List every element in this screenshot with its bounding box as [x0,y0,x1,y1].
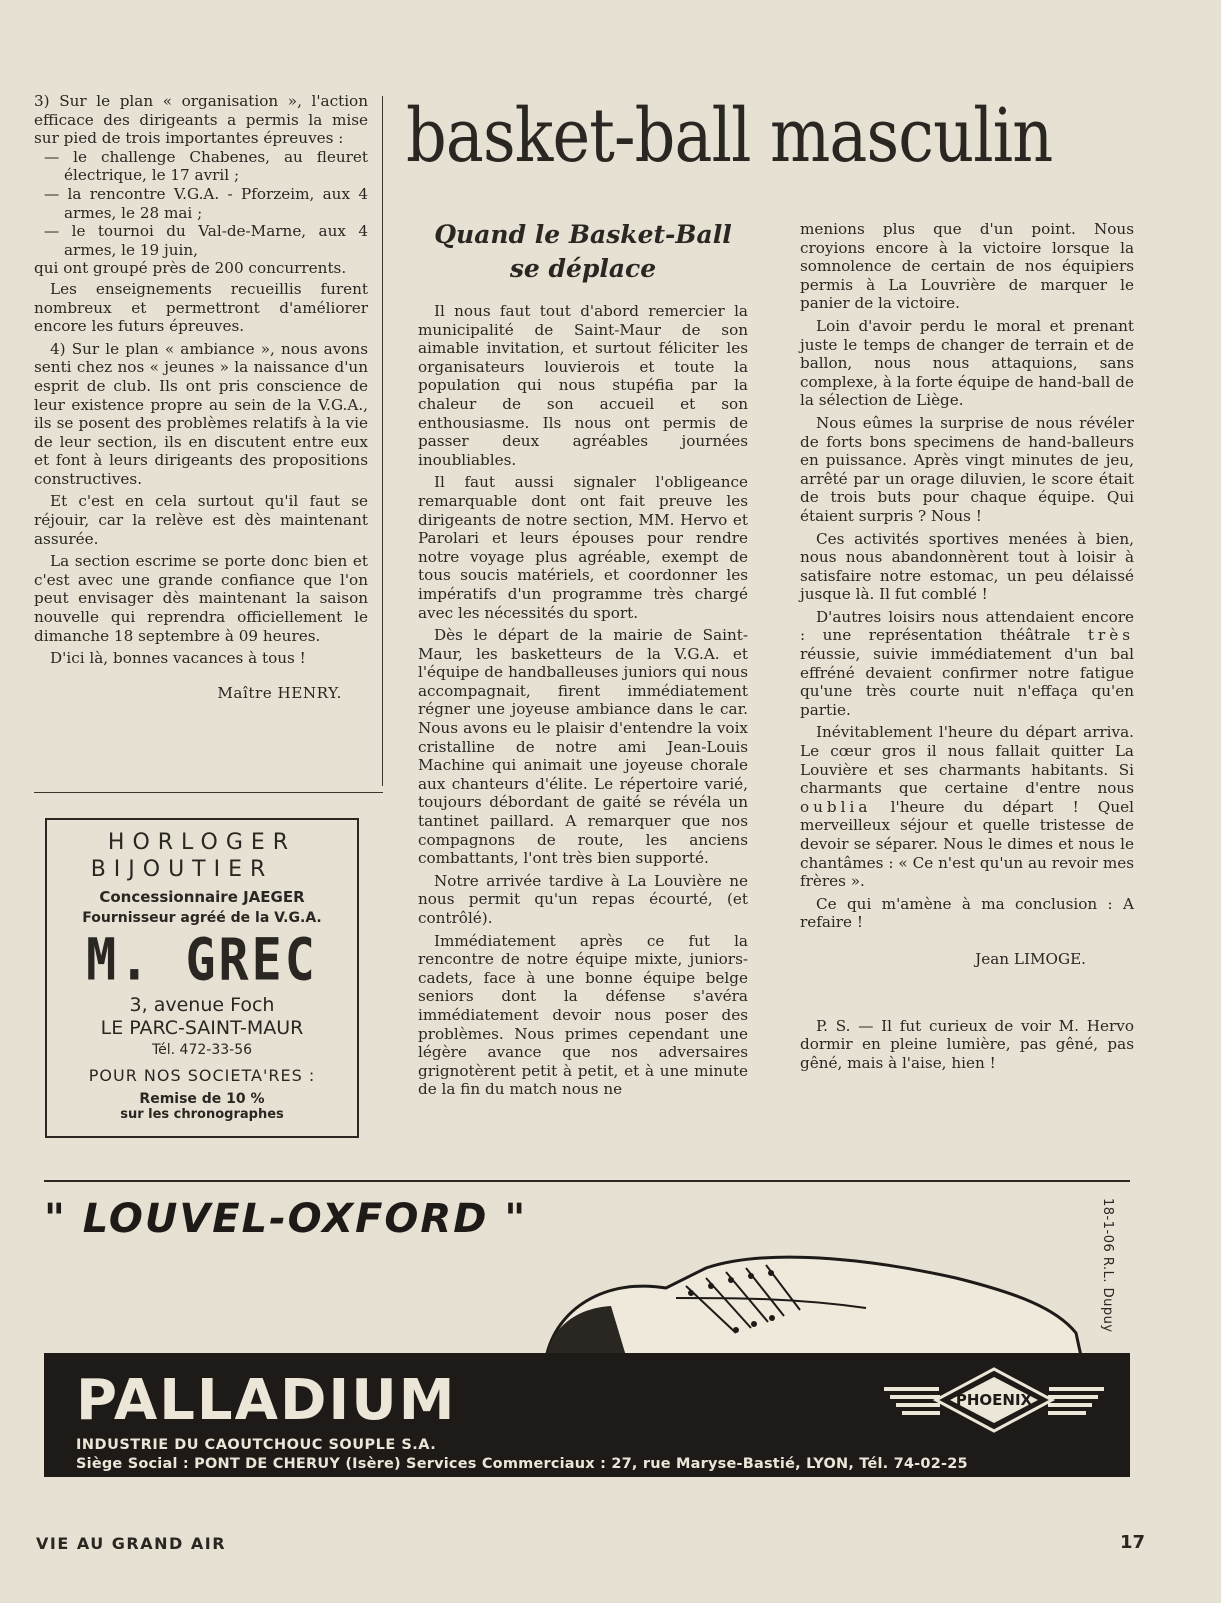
ad-horloger-fournisseur: Fournisseur agréé de la V.G.A. [82,910,322,926]
left-list-item-1: — le challenge Chabenes, au fleuret électrique, le 17 avril ; [44,147,368,185]
ad-horloger-line1: HORLOGER [107,830,297,855]
ad-credit: 18-1-06 R.L. Dupuy [1100,1198,1115,1333]
right-paragraph-7: Ce qui m'amène à ma conclusion : A refaire ! [800,894,1134,932]
left-paragraph-2: Les enseignements recueillis furent nombreux et permettront d'améliorer encore les futurs épreuves. [34,279,368,336]
left-paragraph-5: La section escrime se porte donc bien et c'est avec une grande confiance que l'on peut envisager dès maintenant la saison nouvelle qui reprendra officiellement le dimanche 18 septembre à 09 heures. [34,552,368,645]
right-paragraph-5-a: D'autres loisirs nous attendaient encore : une représentation théâtrale [800,607,1134,645]
ad-horloger-city: LE PARC-SAINT-MAUR [100,1017,304,1039]
ad-palladium-address: Siège Social : PONT DE CHERUY (Isère) Services Commerciaux : 27, rue Maryse-Bastié, LYON, Tél. 74-02-25 [76,1456,968,1472]
left-paragraph-3: 4) Sur le plan « ambiance », nous avons senti chez nos « jeunes » la naissance d'un esprit de club. Ils ont pris conscience de leur existence propre au sein de la V.G.A., ils se posent des problèmes relatifs à la vie de leur section, ils en discutent entre eux et font à leurs dirigeants des propositions constructives. [34,339,368,488]
ad-horloger-remise: Remise de 10 % [139,1091,265,1107]
left-paragraph-1: 3) Sur le plan « organisation », l'action efficace des dirigeants a permis la mise sur pied de trois importantes épreuves : [34,92,368,148]
ad-horloger-line2: BIJOUTIER [90,857,274,882]
middle-paragraph-4: Notre arrivée tardive à La Louvière ne nous permit qu'un repas écourté, (et contrôlé). [418,871,748,927]
ad-top-rule [44,1180,1130,1182]
right-paragraph-5 [800,608,1134,720]
middle-paragraph-5: Immédiatement après ce fut la rencontre de notre équipe mixte, juniors-cadets, face à une bonne équipe belge seniors dont la défense s'avéra immédiatement devoir nous poser des problèmes. Nous primes cependant une légère avance que nos adversaires grignotèrent petit à petit, et à une minute de la fin du match nous ne [418,931,748,1099]
middle-column [418,302,748,1103]
left-paragraph-6: D'ici là, bonnes vacances à tous ! [50,649,306,668]
right-column [800,220,1134,1076]
ad-horloger-chrono: sur les chronographes [120,1107,284,1122]
page-headline: basket-ball masculin [406,93,1053,179]
right-paragraph-2: Loin d'avoir perdu le moral et prenant juste le temps de changer de terrain et de ballon, nous nous attaquions, sans complexe, à la forte équipe de hand-ball de la sélection de Liège. [800,316,1134,410]
right-paragraph-3: Nous eûmes la surprise de nous révéler de forts bons specimens de hand-balleurs en puissance. Après vingt minutes de jeu, arrêté par un orage diluvien, le score était de trois buts pour chaque équipe. Qui étaient surpris ? Nous ! [800,413,1134,525]
footer-page-number: 17 [1120,1532,1146,1553]
left-list-item-3: — le tournoi du Val-de-Marne, aux 4 armes, le 19 juin, [44,222,368,259]
ad-horloger-name: M. GREC [86,926,318,994]
ad-louvel-title: " LOUVEL-OXFORD " [44,1196,528,1242]
left-paragraph-4: Et c'est en cela surtout qu'il faut se réjouir, car la relève est dès maintenant assurée. [34,492,368,548]
article-subtitle [416,218,750,286]
ad-palladium-industry: INDUSTRIE DU CAOUTCHOUC SOUPLE S.A. [76,1437,437,1453]
column-rule-horizontal [34,792,383,793]
phoenix-logo-icon [884,1365,1104,1435]
middle-paragraph-1: Il nous faut tout d'abord remercier la municipalité de Saint-Maur de son aimable invitation, et surtout féliciter les organisateurs louvierois et toute la population qui nous stupéfia par la chaleur de son accueil et son enthousiasme. Ils nous ont permis de passer deux agréables journées inoubliables. [418,302,748,469]
right-paragraph-4: Ces activités sportives menées à bien, nous nous abandonnèrent tout à loisir à satisfaire notre estomac, un peu délaissé jusque là. Il fut comblé ! [800,529,1134,604]
right-paragraph-1: menions plus que d'un point. Nous croyions encore à la victoire lorsque la somnolence de certain de nos équipiers permis à La Louvrière de marquer le panier de la victoire. [800,220,1134,313]
left-list-item-2: — la rencontre V.G.A. - Pforzeim, aux 4 armes, le 28 mai ; [44,184,368,222]
article-subtitle-line2: se déplace [509,254,657,283]
footer-magazine: VIE AU GRAND AIR [36,1534,227,1553]
article-subtitle-line1: Quand le Basket-Ball [434,220,732,249]
ad-horloger-tel: Tél. 472-33-56 [151,1042,253,1058]
column-rule-vertical [382,96,383,786]
right-paragraph-6-oublia: oublia [800,797,872,816]
right-postscript: P. S. — Il fut curieux de voir M. Hervo dormir en pleine lumière, pas gêné, pas gêné, mais à l'aise, hien ! [800,1016,1134,1072]
right-paragraph-5-tres: très [1087,626,1135,645]
phoenix-label: PHOENIX [955,1391,1033,1409]
ad-horloger-address: 3, avenue Foch [129,994,275,1016]
ad-palladium-band [44,1353,1130,1477]
left-column [34,92,368,706]
ad-palladium-brand: PALLADIUM [76,1368,457,1433]
right-paragraph-5-b: réussie, suivie immédiatement d'un bal effréné devaient confirmer notre fatigue qu'une très courte nuit n'effaça qu'en partie. [800,645,1134,719]
right-paragraph-6-a: Inévitablement l'heure du départ arriva. Le cœur gros il nous fallait quitter La Louvière et ses charmants habitants. Si charmants que certaine d'entre nous [800,723,1134,798]
left-paragraph-1-end: qui ont groupé près de 200 concurrents. [34,259,347,278]
left-signature: Maître HENRY. [217,683,342,702]
ad-horloger-pour: POUR NOS SOCIETA'RES : [88,1066,316,1085]
middle-paragraph-2: Il faut aussi signaler l'obligeance remarquable dont ont fait preuve les dirigeants de notre section, MM. Hervo et Parolari et leurs épouses pour rendre notre voyage plus agréable, exempt de tous soucis matériels, et coordonner les impératifs d'un programme très chargé avec les nécessités du sport. [418,473,748,622]
middle-paragraph-3: Dès le départ de la mairie de Saint-Maur, les basketteurs de la V.G.A. et l'équipe de handballeuses juniors qui nous accompagnait, firent immédiatement régner une joyeuse ambiance dans le car. Nous avons eu le plaisir d'entendre la voix cristalline de notre ami Jean-Louis Machine qui animait une joyeuse chorale aux chanteurs d'élite. Le répertoire varié, toujours débordant de gaité se révéla un tantinet paillard. A remarquer que nos compagnons de route, les anciens combattants, l'ont très bien supporté. [418,626,748,868]
right-paragraph-6 [800,723,1134,890]
right-signature: Jean LIMOGE. [975,949,1086,968]
right-paragraph-6-b: l'heure du départ ! Quel merveilleux séjour et quelle tristesse de devoir se séparer. Nous le dimes et nous le chantâmes : « Ce n'est qu'un au revoir mes frères ». [800,797,1134,891]
ad-horloger-concession: Concessionnaire JAEGER [99,888,305,906]
ad-horloger [45,818,359,1138]
